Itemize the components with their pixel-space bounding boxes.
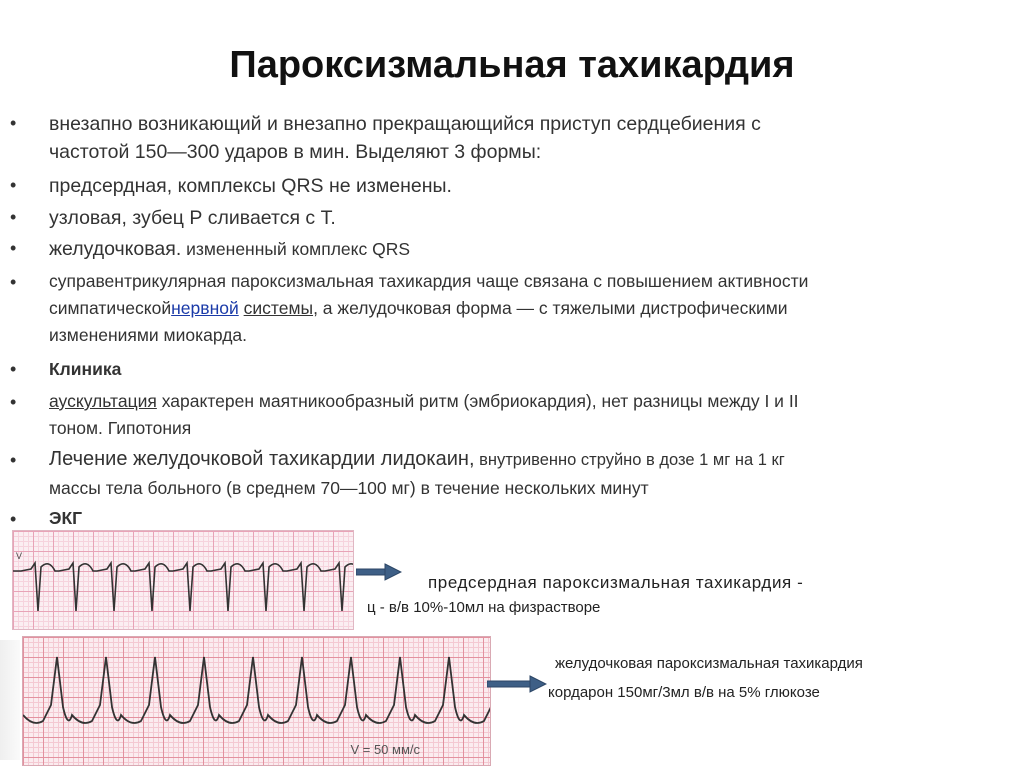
supraventricular-line-2 xyxy=(49,298,788,319)
ecg-trace-ventricular-path xyxy=(23,657,490,723)
supraventricular-line-1: суправентрикулярная пароксизмальная тахикардия чаще связана с повышением активности xyxy=(49,271,809,291)
bullet-marker: • xyxy=(10,113,17,133)
form-nodal: узловая, зубец Р сливается с Т. xyxy=(49,207,336,229)
bullet-marker: • xyxy=(10,175,17,195)
ecg-label-ventricular: желудочковая пароксизмальная тахикардия xyxy=(555,655,863,672)
bullet-marker: • xyxy=(10,509,17,529)
bullet-marker: • xyxy=(10,207,17,227)
form-ventricular-lead: желудочковая. xyxy=(49,238,182,260)
definition-line-1: внезапно возникающий и внезапно прекращающийся приступ сердцебиения с xyxy=(49,113,761,135)
nervous-link[interactable]: нервной xyxy=(171,298,239,318)
ecg-heading: ЭКГ xyxy=(49,508,83,528)
ecg-strip-atrial xyxy=(12,530,354,630)
auscultation-line-2: тоном. Гипотония xyxy=(49,418,192,438)
ecg-sublabel-ventricular: кордарон 150мг/3мл в/в на 5% глюкозе xyxy=(548,684,820,701)
ecg-speed-label: V = 50 мм/с xyxy=(350,742,420,757)
clinic-heading: Клиника xyxy=(49,359,122,379)
ecg-label-atrial: предсердная пароксизмальная тахикардия - xyxy=(428,573,804,592)
treatment-line-1 xyxy=(49,448,785,471)
bullet-marker: • xyxy=(10,238,17,258)
arrow-right-icon xyxy=(356,563,402,581)
ecg-trace-atrial-path xyxy=(13,563,353,611)
bullet-marker: • xyxy=(10,359,17,379)
system-underlined: системы xyxy=(243,298,314,318)
supraventricular-line-2-pre: симпатической xyxy=(49,298,172,318)
form-ventricular xyxy=(49,238,410,261)
bullet-marker: • xyxy=(10,392,17,412)
treatment-line-2: массы тела больного (в среднем 70—100 мг) в течение нескольких минут xyxy=(49,478,649,498)
scan-shadow xyxy=(0,640,20,760)
treatment-dose: внутривенно струйно в дозе 1 мг на 1 кг xyxy=(474,451,785,469)
auscultation-term: аускультация xyxy=(49,391,157,411)
form-atrial: предсердная, комплексы QRS не изменены. xyxy=(49,175,452,197)
auscultation-text: характерен маятникообразный ритм (эмбриокардия), нет разницы между I и II xyxy=(156,391,799,411)
treatment-drug: лидокаин, xyxy=(375,448,475,470)
supraventricular-line-3: изменениями миокарда. xyxy=(49,325,247,345)
bullet-marker: • xyxy=(10,272,17,292)
treatment-lead: Лечение желудочковой тахикардии xyxy=(49,448,376,470)
ecg-strip-ventricular xyxy=(22,636,491,766)
ecg-sublabel-atrial: ц - в/в 10%-10мл на физрастворе xyxy=(367,599,601,616)
arrow-right-icon xyxy=(487,675,547,693)
definition-line-2: частотой 150—300 ударов в мин. Выделяют 3 формы: xyxy=(49,141,542,163)
ecg-trace-atrial xyxy=(13,531,353,629)
form-ventricular-text: измененный комплекс QRS xyxy=(181,239,411,259)
ecg-lead-marker: V xyxy=(16,551,23,561)
auscultation-line-1 xyxy=(49,391,799,412)
bullet-marker: • xyxy=(10,450,17,470)
slide-title: Пароксизмальная тахикардия xyxy=(229,44,795,86)
supraventricular-line-2-post: , а желудочковая форма — с тяжелыми дистрофическими xyxy=(313,298,788,318)
